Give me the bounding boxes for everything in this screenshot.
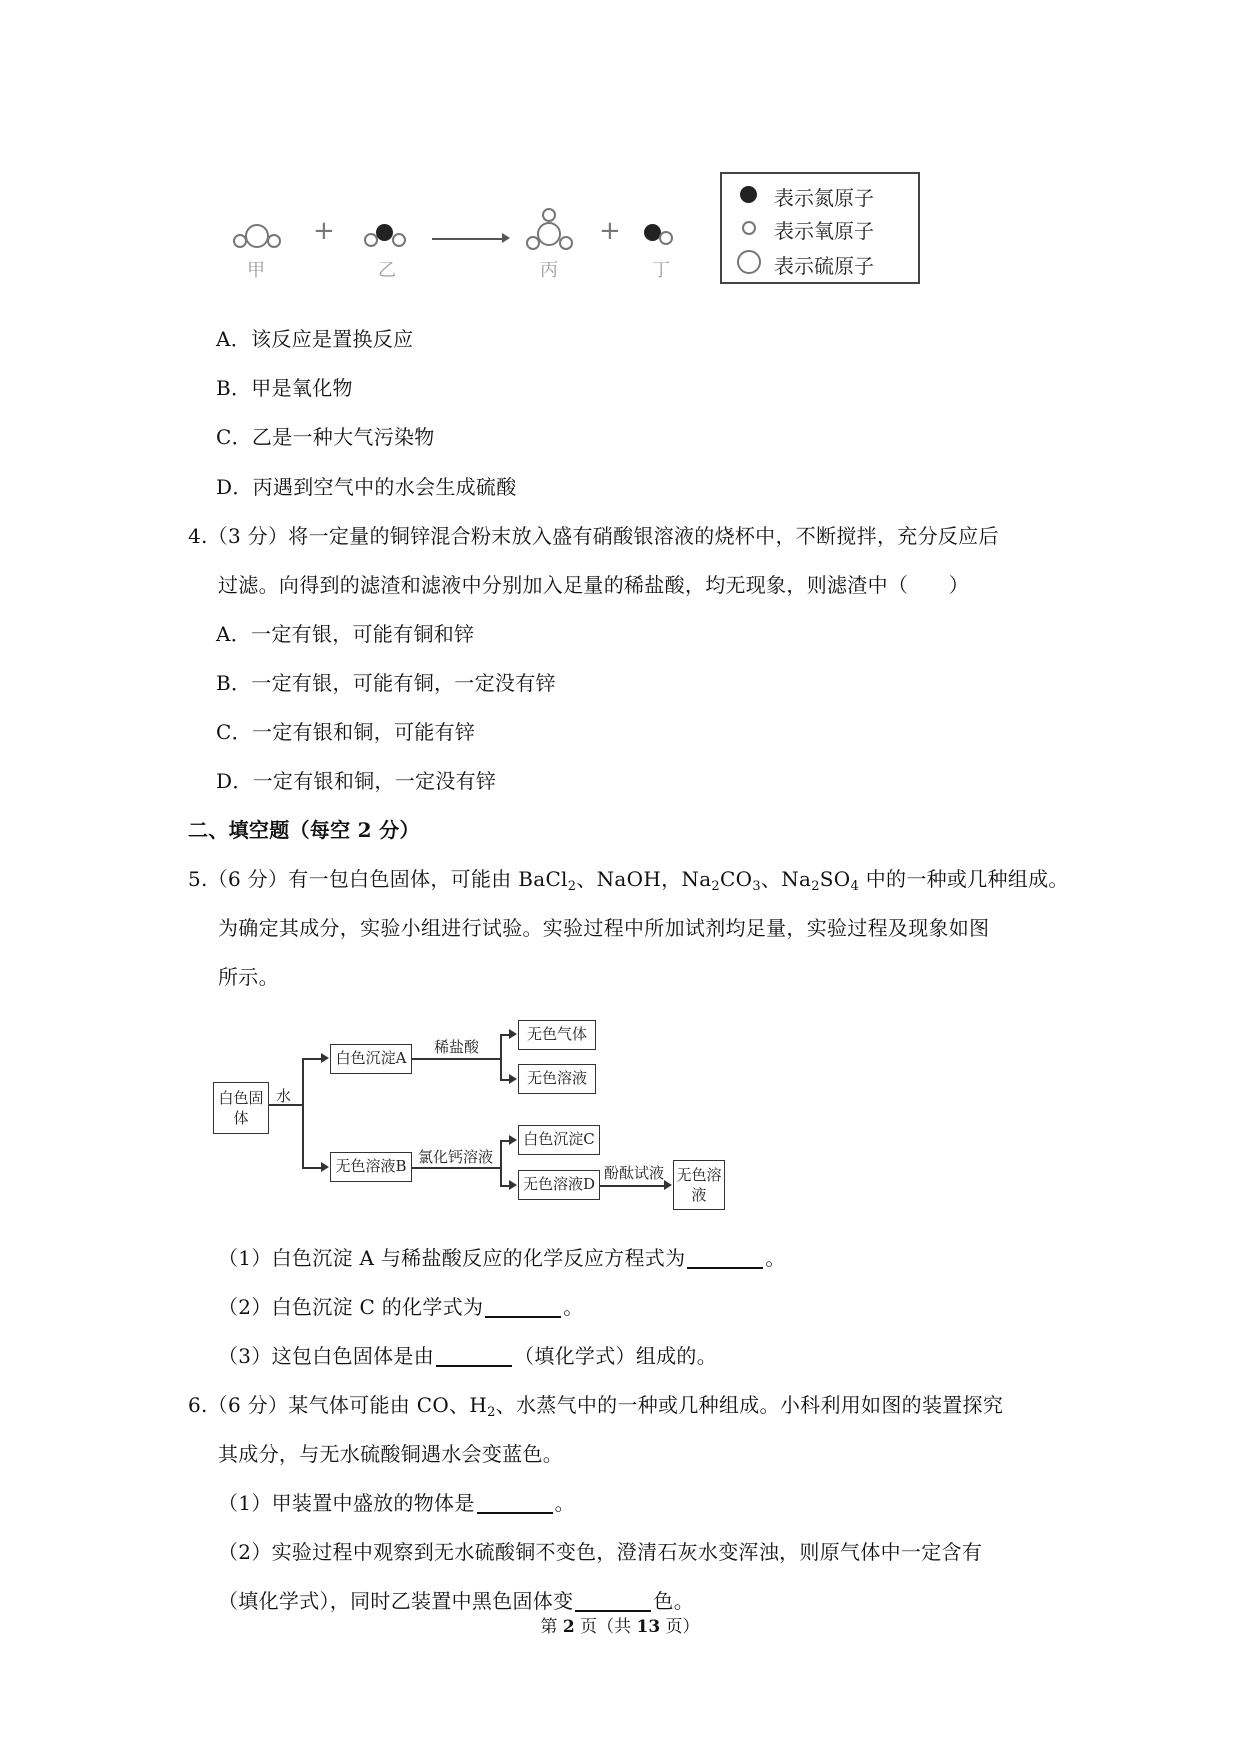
q5-stem-line3: 所示。 [218,965,279,989]
flow-end-box: 无色溶液 [673,1160,725,1210]
legend-sulfur: 表示硫原子 [774,254,874,278]
sulfur-legend-icon [737,250,761,274]
q6-sub1: （1）甲装置中盛放的物体是 。 [218,1491,575,1515]
oxygen-atom [542,208,556,222]
sulfur-atom [537,222,561,246]
q5-stem-line2: 为确定其成分，实验小组进行试验。实验过程中所加试剂均足量，实验过程及现象如图 [218,916,990,940]
section2-title: 二、填空题（每空 2 分） [188,818,420,842]
answer-blank[interactable] [485,1294,561,1318]
legend-nitrogen: 表示氮原子 [774,186,874,210]
current-page: 2 [562,1617,575,1637]
legend-box [720,172,920,284]
q4-stem-line2: 过滤。向得到的滤渣和滤液中分别加入足量的稀盐酸，均无现象，则滤渣中（ ） [218,573,970,597]
plus-sign: + [599,216,621,246]
q5-stem-line1: 5.（6 分）有一包白色固体，可能由 BaCl$_2$、NaOH，$Na_2CO_3$、$Na_2SO_4$ 中的一种或几种组成。 [188,867,1069,894]
flow-box-sol: 无色溶液 [518,1064,596,1094]
flow-connector [412,1167,500,1169]
label-jia: 甲 [247,260,265,281]
reaction-arrow-head [502,233,510,243]
q6-sub2-line2: （填化学式），同时乙装置中黑色固体变 色。 [218,1589,695,1613]
flow-arrow [321,1053,329,1063]
flow-arrow [509,1135,517,1145]
q3-option-a: A．该反应是置换反应 [216,327,414,351]
flow-box-a: 白色沉淀A [330,1044,412,1074]
flow-arrow [509,1180,517,1190]
flow-box-gas: 无色气体 [518,1020,596,1050]
sulfur-atom [245,224,269,248]
q5-sub2: （2）白色沉淀 C 的化学式为 。 [218,1295,584,1319]
flow-start-box: 白色固体 [213,1082,269,1134]
flow-box-b: 无色溶液B [330,1152,412,1182]
total-pages: 13 [636,1617,661,1637]
answer-blank[interactable] [436,1343,512,1367]
flow-box-d: 无色溶液D [518,1170,600,1200]
q3-option-b: B．甲是氧化物 [216,376,353,400]
q3-option-d: D．丙遇到空气中的水会生成硫酸 [216,475,517,499]
q3-option-c: C．乙是一种大气污染物 [216,425,435,449]
oxygen-atom [392,233,406,247]
label-yi: 乙 [378,260,396,281]
flow-label-water: 水 [276,1087,292,1105]
q5-sub1: （1）白色沉淀 A 与稀盐酸反应的化学反应方程式为 。 [218,1246,786,1270]
answer-blank[interactable] [687,1245,763,1269]
label-bing: 丙 [540,260,558,281]
flow-label-phenol: 酚酞试液 [604,1164,665,1182]
answer-blank[interactable] [477,1490,553,1514]
flow-connector [302,1167,322,1169]
q6-stem-line1: 6.（6 分）某气体可能由 CO、$H_2$、水蒸气中的一种或几种组成。小科利用如图的装置探究 [188,1393,1004,1420]
flow-connector [302,1058,304,1168]
oxygen-legend-icon [742,221,756,235]
flow-arrow [664,1180,672,1190]
flow-connector [500,1140,502,1186]
flow-arrow [509,1074,517,1084]
flow-arrow [509,1029,517,1039]
flow-connector [600,1185,665,1187]
q5-sub3: （3）这包白色固体是由 （填化学式）组成的。 [218,1344,718,1368]
label-ding: 丁 [652,260,670,281]
q4-stem-line1: 4.（3 分）将一定量的铜锌混合粉末放入盛有硝酸银溶液的烧杯中，不断搅拌，充分反应后 [188,524,999,548]
flow-label-dil-hcl: 稀盐酸 [434,1038,480,1056]
flow-arrow [321,1162,329,1172]
q4-option-a: A．一定有银，可能有铜和锌 [216,622,475,646]
answer-blank[interactable] [575,1588,651,1612]
q6-stem-line2: 其成分，与无水硫酸铜遇水会变蓝色。 [218,1442,564,1466]
flow-box-c: 白色沉淀C [518,1125,600,1155]
reaction-arrow-line [432,238,504,240]
q4-option-b: B．一定有银，可能有铜，一定没有锌 [216,671,556,695]
flow-connector [412,1058,500,1060]
legend-oxygen: 表示氧原子 [774,219,874,243]
plus-sign: + [313,216,335,246]
nitrogen-legend-icon [740,186,757,203]
q6-sub2-line1: （2）实验过程中观察到无水硫酸铜不变色，澄清石灰水变浑浊，则原气体中一定含有 [218,1540,983,1564]
oxygen-atom [559,236,573,250]
flow-connector [302,1058,322,1060]
q4-option-d: D．一定有银和铜，一定没有锌 [216,769,497,793]
page-footer: 第 2 页（共 13 页） [540,1617,700,1637]
q4-option-c: C．一定有银和铜，可能有锌 [216,720,476,744]
flow-connector [500,1034,502,1080]
oxygen-atom [267,234,281,248]
oxygen-atom [659,231,673,245]
flow-label-cacl2: 氯化钙溶液 [418,1148,494,1166]
nitrogen-atom [376,224,393,241]
